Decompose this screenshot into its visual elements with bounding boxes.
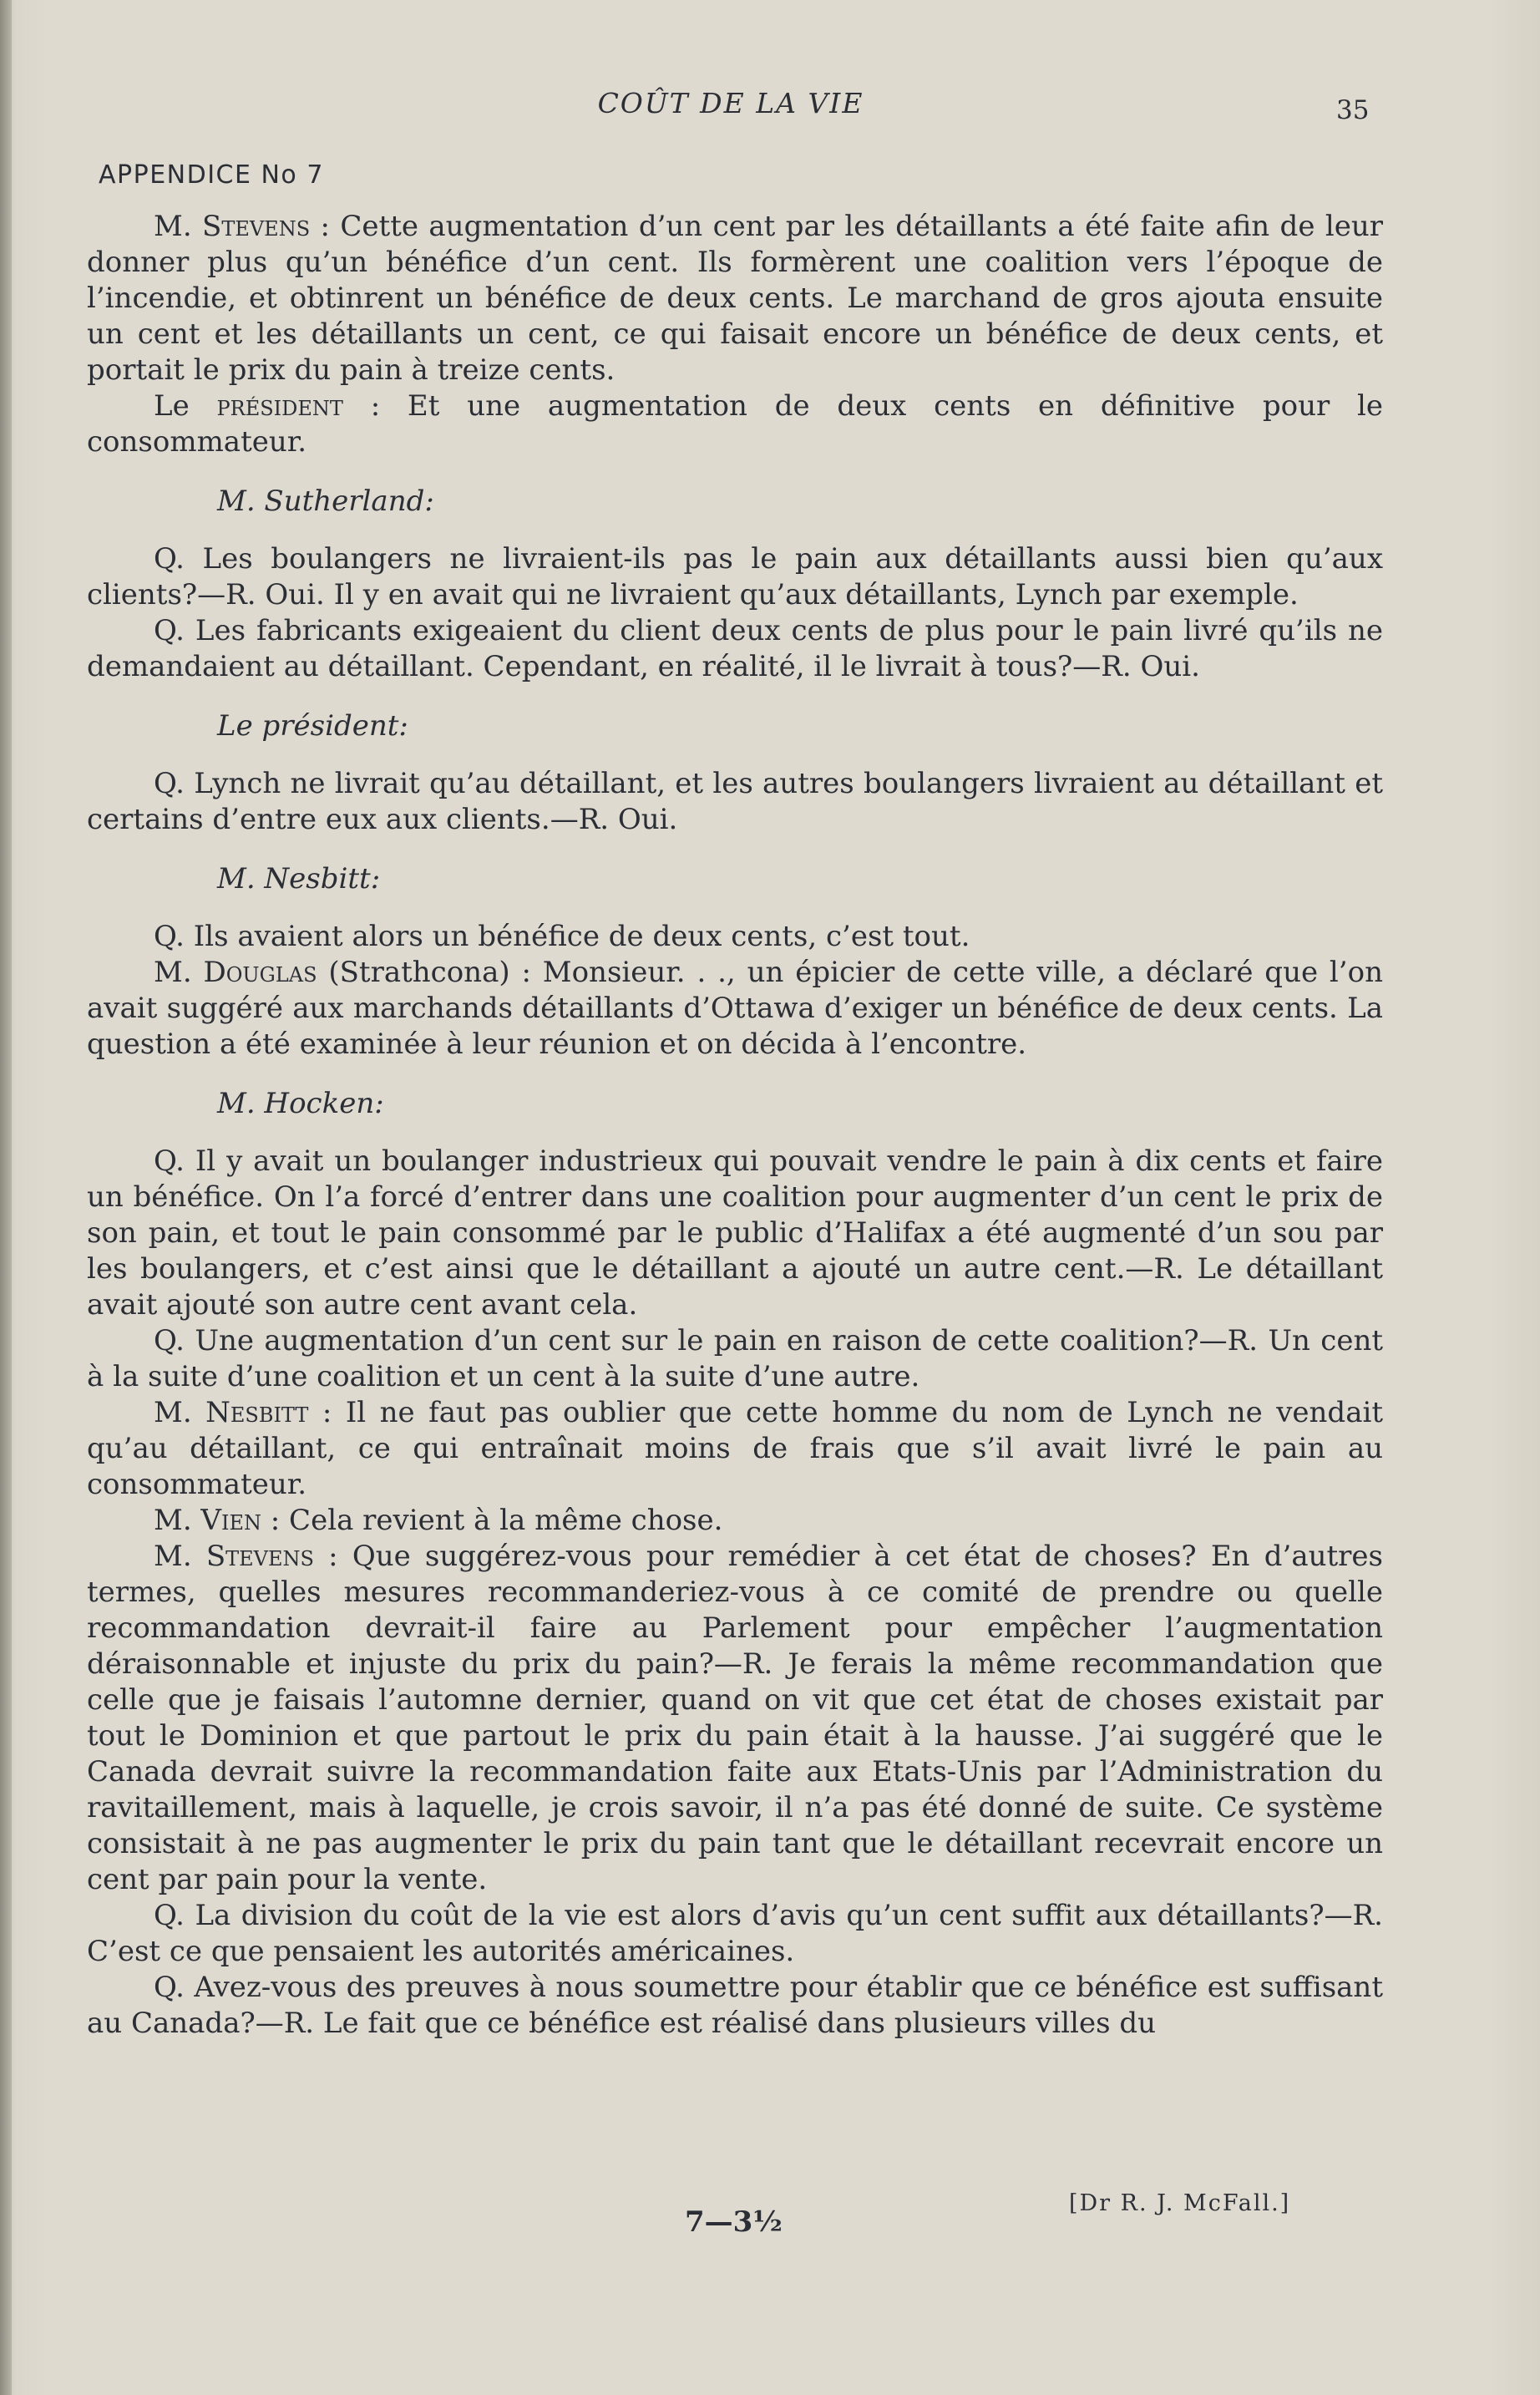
paragraph: Q. Avez-vous des preuves à nous soumettre pour établir que ce bénéfice est suffisant au Canada?—R. Le fait que ce bénéfice est réalisé dans plusieurs villes du [87, 1971, 1383, 2040]
speaker-name: M. Nesbitt [154, 1396, 309, 1429]
paragraph: Q. Les fabricants exigeaient du client deux cents de plus pour le pain livré qu’ils ne demandaient au détaillant. Cependant, en réalité, il le livrait à tous?—R. Oui. [87, 614, 1383, 683]
speaker-heading: M. Nesbitt: [217, 862, 381, 896]
paragraph: Q. Une augmentation d’un cent sur le pain en raison de cette coalition?—R. Un cent à la suite d’une coalition et un cent à la suite d’une autre. [87, 1324, 1383, 1393]
paragraph: Q. Les boulangers ne livraient-ils pas le pain aux détaillants aussi bien qu’aux clients?—R. Oui. Il y en avait qui ne livraient qu’aux détaillants, Lynch par exemple. [87, 542, 1383, 611]
body-text [87, 209, 1383, 2042]
page-header [0, 87, 1540, 129]
footer-author: [Dr R. J. McFall.] [1069, 2190, 1291, 2216]
page-binding-edge [0, 0, 12, 2395]
paragraph: Q. La division du coût de la vie est alors d’avis qu’un cent suffit aux détaillants?—R. C’est ce que pensaient les autorités américaines. [87, 1899, 1383, 1968]
appendix-label: APPENDICE No 7 [99, 160, 324, 190]
speaker-heading: M. Sutherland: [217, 485, 434, 518]
paragraph: M. Nesbitt : Il ne faut pas oublier que cette homme du nom de Lynch ne vendait qu’au détaillant, ce qui entraînait moins de frais que s’il avait livré le pain au consommateur. [87, 1396, 1384, 1501]
paragraph: M. Stevens : Que suggérez-vous pour remédier à cet état de choses? En d’autres termes, quelles mesures recommanderiez-vous à ce comité de prendre ou quelle recommandation devrait-il faire au Parlement pour empêcher l’augmentation déraisonnable et injuste du prix du pain?—R. Je ferais la même recommandation que celle que je faisais l’automne dernier, quand on vit que cet état de choses existait par tout le Dominion et que partout le prix du pain était à la hausse. J’ai suggéré que le Canada devrait suivre la recommandation faite aux Etats-Unis par l’Administration du ravitaillement, mais à laquelle, je crois savoir, il n’a pas été donné de suite. Ce système consistait à ne pas augmenter le prix du pain tant que le détaillant recevrait encore un cent par pain pour la vente. [87, 1540, 1384, 1896]
speaker-name: M. Douglas [154, 956, 317, 989]
speaker-name: président [216, 389, 343, 423]
paragraph: Q. Il y avait un boulanger industrieux qui pouvait vendre le pain à dix cents et faire un bénéfice. On l’a forcé d’entrer dans une coalition pour augmenter d’un cent le prix de son pain, et tout le pain consommé par le public d’Halifax a été augmenté d’un sou par les boulangers, et c’est ainsi que le détaillant a ajouté un autre cent.—R. Le détaillant avait ajouté son autre cent avant cela. [87, 1144, 1383, 1322]
page-number: 35 [1336, 95, 1370, 125]
signature-mark: 7—3½ [685, 2205, 783, 2239]
paragraph: M. Douglas (Strathcona) : Monsieur. . ., un épicier de cette ville, a déclaré que l’on avait suggéré aux marchands détaillants d’Ottawa d’exiger un bénéfice de deux cents. La question a été examinée à leur réunion et on décida à l’encontre. [87, 956, 1383, 1061]
paragraph: Q. Lynch ne livrait qu’au détaillant, et les autres boulangers livraient au détaillant et certains d’entre eux aux clients.—R. Oui. [87, 767, 1383, 836]
paragraph: Q. Ils avaient alors un bénéfice de deux cents, c’est tout. [154, 920, 970, 953]
running-title: COÛT DE LA VIE [597, 87, 864, 119]
speaker-name: M. Vien [154, 1504, 261, 1537]
paragraph: Le président : Et une augmentation de deux cents en définitive pour le consommateur. [87, 389, 1383, 459]
speaker-name: M. Stevens [154, 210, 311, 243]
speaker-heading: Le président: [217, 709, 408, 743]
paragraph: M. Vien : Cela revient à la même chose. [154, 1504, 723, 1537]
speaker-name: M. Stevens [154, 1540, 314, 1573]
paragraph: M. Stevens : Cette augmentation d’un cent par les détaillants a été faite afin de leur donner plus qu’un bénéfice d’un cent. Ils formèrent une coalition vers l’époque de l’incendie, et obtinrent un bénéfice de deux cents. Le marchand de gros ajouta ensuite un cent et les détaillants un cent, ce qui faisait encore un bénéfice de deux cents, et portait le prix du pain à treize cents. [87, 210, 1383, 387]
speaker-heading: M. Hocken: [217, 1087, 384, 1120]
